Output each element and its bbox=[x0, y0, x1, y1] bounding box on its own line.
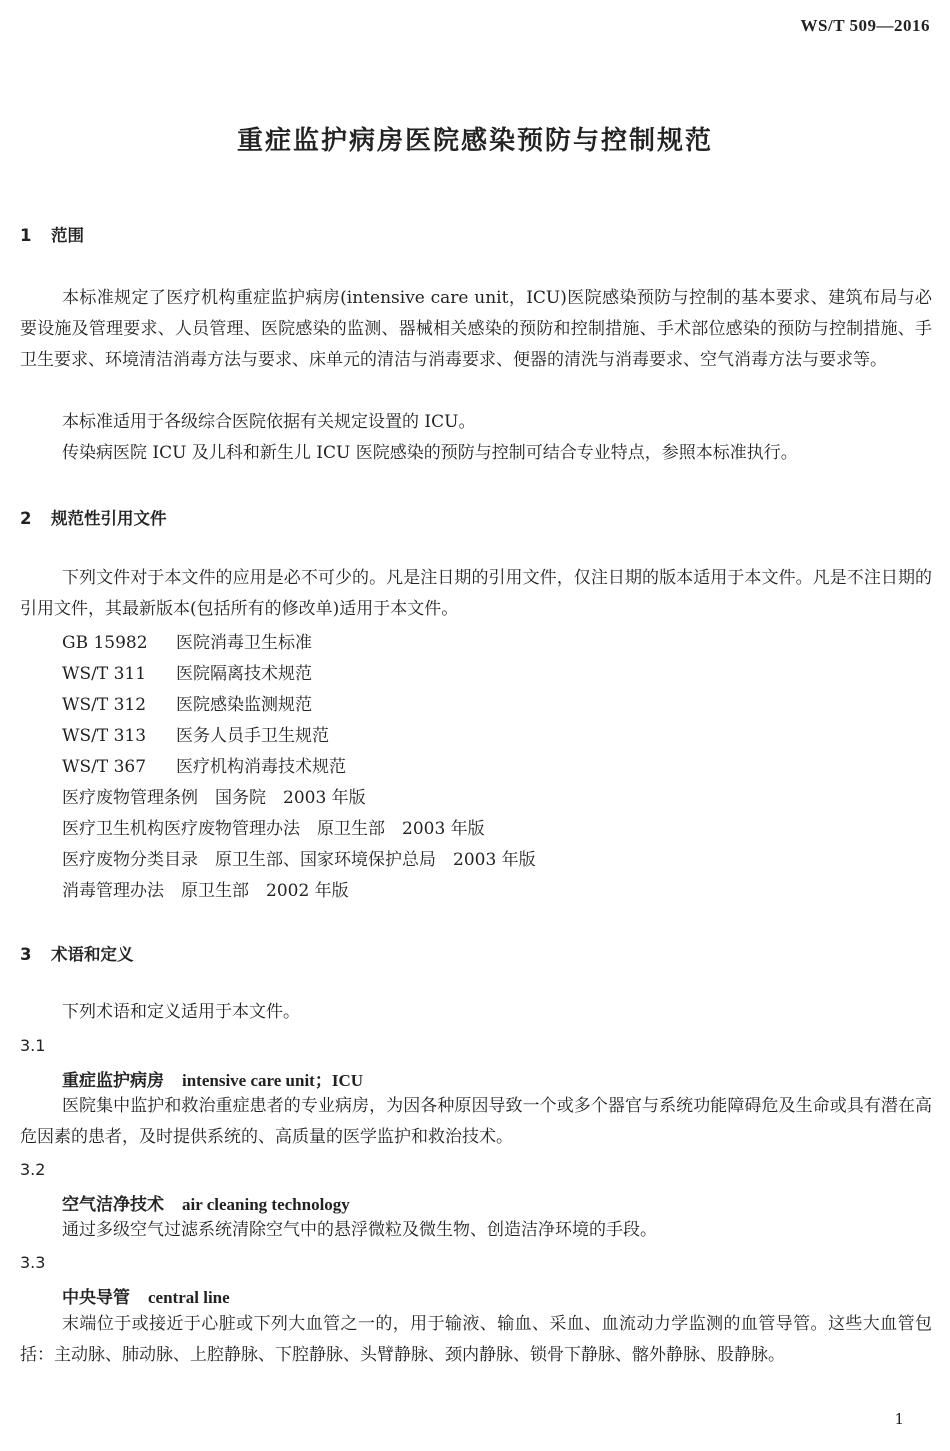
term-definition: 医院集中监护和救治重症患者的专业病房，为因各种原因导致一个或多个器官与系统功能障碍危及生命或具有潜在高危因素的患者，及时提供系统的、高质量的医学监护和救治技术。 bbox=[20, 1096, 932, 1147]
term-heading bbox=[62, 1066, 363, 1091]
reference-item bbox=[62, 721, 329, 746]
paragraph: 本标准适用于各级综合医院依据有关规定设置的 ICU。 bbox=[62, 412, 476, 432]
section-title: 规范性引用文件 bbox=[51, 509, 167, 528]
regulation-item: 医疗废物分类目录 原卫生部、国家环境保护总局 2003 年版 bbox=[62, 850, 536, 870]
reference-title: 医务人员手卫生规范 bbox=[176, 726, 329, 746]
paragraph: 下列术语和定义适用于本文件。 bbox=[62, 1002, 300, 1022]
section-number: 3 bbox=[20, 945, 32, 964]
paragraph: 本标准规定了医疗机构重症监护病房(intensive care unit，ICU)医院感染预防与控制的基本要求、建筑布局与必要设施及管理要求、人员管理、医院感染的监测、器械相关感染的预防和控制措施、手术部位感染的预防与控制措施、手卫生要求、环境清洁消毒方法与要求、床单元的清洁与消毒要求、便器的清洗与消毒要求、空气消毒方法与要求等。 bbox=[20, 288, 932, 370]
term-chinese: 空气洁净技术 bbox=[62, 1195, 164, 1215]
term-definition: 通过多级空气过滤系统清除空气中的悬浮微粒及微生物、创造洁净环境的手段。 bbox=[62, 1220, 657, 1240]
section-title: 范围 bbox=[51, 226, 84, 245]
reference-item bbox=[62, 628, 312, 653]
term-heading bbox=[62, 1190, 350, 1215]
reference-item bbox=[62, 752, 346, 777]
page-number: 1 bbox=[894, 1410, 904, 1428]
term-heading bbox=[62, 1283, 230, 1308]
term-chinese: 中央导管 bbox=[62, 1288, 130, 1308]
reference-title: 医疗机构消毒技术规范 bbox=[176, 757, 346, 777]
regulation-item: 消毒管理办法 原卫生部 2002 年版 bbox=[62, 881, 349, 901]
reference-item bbox=[62, 690, 312, 715]
reference-title: 医院消毒卫生标准 bbox=[176, 633, 312, 653]
section-number: 1 bbox=[20, 226, 32, 245]
reference-code: WS/T 313 bbox=[62, 726, 147, 746]
section-2-heading bbox=[20, 505, 167, 529]
reference-title: 医院感染监测规范 bbox=[176, 695, 312, 715]
term-english: air cleaning technology bbox=[182, 1195, 350, 1214]
term-english: central line bbox=[148, 1288, 230, 1307]
term-english: intensive care unit；ICU bbox=[182, 1071, 364, 1090]
page-title: 重症监护病房医院感染预防与控制规范 bbox=[236, 126, 713, 156]
standard-code: WS/T 509—2016 bbox=[800, 16, 930, 35]
reference-code: WS/T 312 bbox=[62, 695, 147, 715]
term-number: 3.2 bbox=[20, 1160, 46, 1179]
regulation-item: 医疗卫生机构医疗废物管理办法 原卫生部 2003 年版 bbox=[62, 819, 485, 839]
section-3-heading bbox=[20, 941, 134, 965]
regulation-item: 医疗废物管理条例 国务院 2003 年版 bbox=[62, 788, 366, 808]
reference-title: 医院隔离技术规范 bbox=[176, 664, 312, 684]
reference-code: WS/T 311 bbox=[62, 664, 147, 684]
section-1-heading bbox=[20, 222, 84, 246]
paragraph: 传染病医院 ICU 及儿科和新生儿 ICU 医院感染的预防与控制可结合专业特点，参照本标准执行。 bbox=[62, 443, 798, 463]
term-number: 3.1 bbox=[20, 1036, 46, 1055]
reference-code: WS/T 367 bbox=[62, 757, 147, 777]
reference-item bbox=[62, 659, 312, 684]
section-title: 术语和定义 bbox=[51, 945, 134, 964]
paragraph: 下列文件对于本文件的应用是必不可少的。凡是注日期的引用文件，仅注日期的版本适用于本文件。凡是不注日期的引用文件，其最新版本(包括所有的修改单)适用于本文件。 bbox=[20, 568, 932, 619]
term-definition: 末端位于或接近于心脏或下列大血管之一的，用于输液、输血、采血、血流动力学监测的血管导管。这些大血管包括：主动脉、肺动脉、上腔静脉、下腔静脉、头臂静脉、颈内静脉、锁骨下静脉、髂外静脉、股静脉。 bbox=[20, 1314, 932, 1365]
term-number: 3.3 bbox=[20, 1253, 46, 1272]
term-chinese: 重症监护病房 bbox=[62, 1071, 164, 1091]
section-number: 2 bbox=[20, 509, 32, 528]
reference-code: GB 15982 bbox=[62, 633, 148, 653]
